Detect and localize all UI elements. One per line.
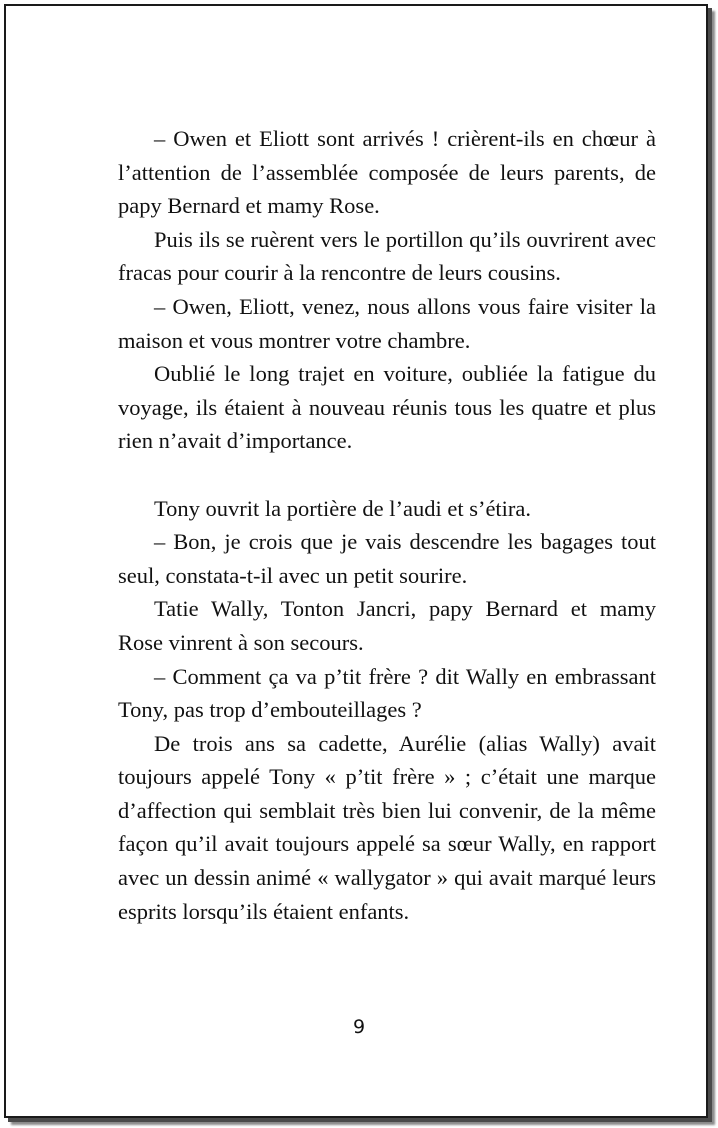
paragraph: – Owen, Eliott, venez, nous allons vous faire visiter la maison et vous montrer votre chambre.	[118, 293, 656, 353]
page	[4, 4, 708, 1118]
scene-break	[118, 458, 656, 492]
paragraph: Puis ils se ruèrent vers le portillon qu’ils ouvrirent avec fracas pour courir à la rencontre de leurs cousins.	[118, 226, 656, 286]
paragraph: – Owen et Eliott sont arrivés ! crièrent-ils en chœur à l’attention de l’assemblée composée de leurs parents, de papy Bernard et mamy Rose.	[118, 126, 656, 219]
paragraph: Oublié le long trajet en voiture, oubliée la fatigue du voyage, ils étaient à nouveau réunis tous les quatre et plus rien n’avait d’importance.	[118, 361, 656, 454]
body-text	[118, 122, 656, 928]
paragraph: De trois ans sa cadette, Aurélie (alias Wally) avait toujours appelé Tony « p’tit frère » ; c’était une marque d’affection qui semblait très bien lui convenir, de la même façon qu’il avait toujours appelé sa sœur Wally, en rapport avec un dessin animé « wallygator » qui avait marqué leurs esprits lorsqu’ils étaient enfants.	[118, 730, 656, 924]
page-number: 9	[352, 1016, 366, 1038]
paragraph: Tatie Wally, Tonton Jancri, papy Bernard et mamy Rose vinrent à son secours.	[118, 596, 656, 655]
paragraph: – Comment ça va p’tit frère ? dit Wally en embrassant Tony, pas trop d’embouteillages ?	[118, 663, 656, 723]
paragraph: – Bon, je crois que je vais descendre les bagages tout seul, constata-t-il avec un petit sourire.	[118, 529, 656, 588]
paragraph: Tony ouvrit la portière de l’audi et s’étira.	[154, 495, 532, 521]
